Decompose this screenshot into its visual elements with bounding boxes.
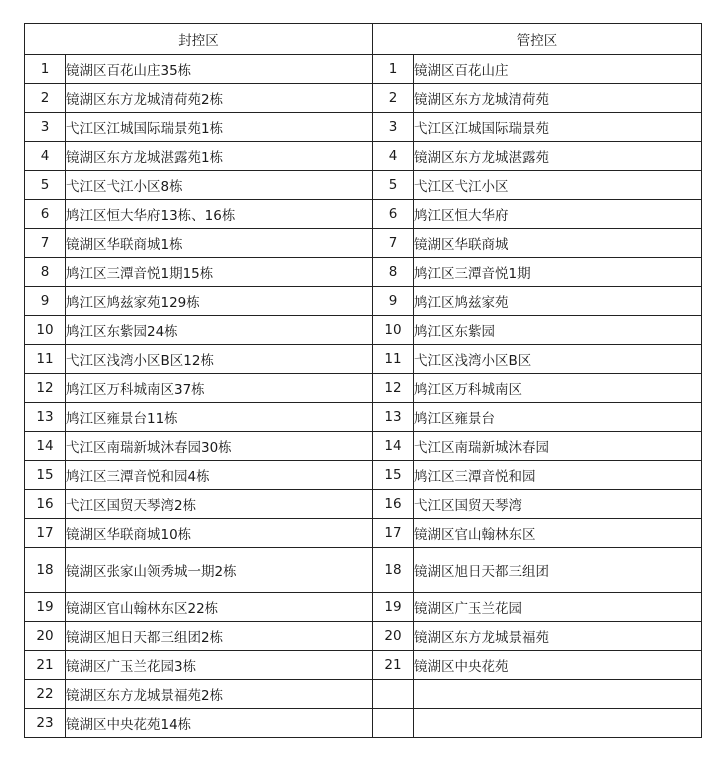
controlled-row-number <box>373 680 414 709</box>
controlled-community-name: 镜湖区东方龙城湛露苑 <box>414 142 702 171</box>
controlled-row-number: 19 <box>373 593 414 622</box>
sealed-community-name: 弋江区弋江小区8栋 <box>66 171 373 200</box>
zones-table <box>24 23 702 738</box>
sealed-community-name: 鸠江区东紫园24栋 <box>66 316 373 345</box>
controlled-row-number: 11 <box>373 345 414 374</box>
controlled-row-number: 3 <box>373 113 414 142</box>
sealed-community-name: 鸠江区雍景台11栋 <box>66 403 373 432</box>
controlled-row-number: 15 <box>373 461 414 490</box>
sealed-row-number: 11 <box>25 345 66 374</box>
sealed-row-number: 14 <box>25 432 66 461</box>
controlled-community-name: 镜湖区东方龙城景福苑 <box>414 622 702 651</box>
sealed-community-name: 鸠江区三潭音悦1期15栋 <box>66 258 373 287</box>
controlled-row-number: 8 <box>373 258 414 287</box>
controlled-community-name: 鸠江区恒大华府 <box>414 200 702 229</box>
controlled-row-number: 7 <box>373 229 414 258</box>
sealed-community-name: 鸠江区恒大华府13栋、16栋 <box>66 200 373 229</box>
sealed-row-number: 16 <box>25 490 66 519</box>
sealed-row-number: 22 <box>25 680 66 709</box>
sealed-community-name: 镜湖区东方龙城湛露苑1栋 <box>66 142 373 171</box>
table-row <box>25 345 702 374</box>
sealed-community-name: 弋江区国贸天琴湾2栋 <box>66 490 373 519</box>
controlled-community-name: 镜湖区华联商城 <box>414 229 702 258</box>
controlled-community-name: 弋江区国贸天琴湾 <box>414 490 702 519</box>
table-row <box>25 519 702 548</box>
sealed-community-name: 弋江区浅湾小区B区12栋 <box>66 345 373 374</box>
controlled-community-name: 鸠江区三潭音悦和园 <box>414 461 702 490</box>
sealed-row-number: 2 <box>25 84 66 113</box>
table-row <box>25 403 702 432</box>
sealed-row-number: 17 <box>25 519 66 548</box>
table-row <box>25 548 702 593</box>
table-row <box>25 113 702 142</box>
sealed-row-number: 1 <box>25 55 66 84</box>
controlled-community-name: 鸠江区东紫园 <box>414 316 702 345</box>
table-row <box>25 287 702 316</box>
controlled-community-name: 鸠江区雍景台 <box>414 403 702 432</box>
controlled-community-name: 鸠江区鸠兹家苑 <box>414 287 702 316</box>
table-row <box>25 142 702 171</box>
sealed-row-number: 21 <box>25 651 66 680</box>
controlled-community-name: 镜湖区广玉兰花园 <box>414 593 702 622</box>
sealed-community-name: 镜湖区东方龙城清荷苑2栋 <box>66 84 373 113</box>
controlled-community-name: 镜湖区百花山庄 <box>414 55 702 84</box>
table-row <box>25 229 702 258</box>
controlled-community-name: 镜湖区旭日天都三组团 <box>414 548 702 593</box>
controlled-row-number: 21 <box>373 651 414 680</box>
controlled-row-number: 6 <box>373 200 414 229</box>
controlled-row-number <box>373 709 414 738</box>
sealed-community-name: 弋江区江城国际瑞景苑1栋 <box>66 113 373 142</box>
controlled-zone-header: 管控区 <box>373 24 702 55</box>
table-row <box>25 680 702 709</box>
sealed-community-name: 鸠江区三潭音悦和园4栋 <box>66 461 373 490</box>
controlled-row-number: 9 <box>373 287 414 316</box>
sealed-row-number: 10 <box>25 316 66 345</box>
controlled-community-name: 弋江区弋江小区 <box>414 171 702 200</box>
table-row <box>25 55 702 84</box>
controlled-row-number: 13 <box>373 403 414 432</box>
sealed-community-name: 镜湖区百花山庄35栋 <box>66 55 373 84</box>
sealed-community-name: 镜湖区官山翰林东区22栋 <box>66 593 373 622</box>
controlled-community-name: 镜湖区中央花苑 <box>414 651 702 680</box>
table-row <box>25 171 702 200</box>
sealed-community-name: 弋江区南瑞新城沐春园30栋 <box>66 432 373 461</box>
sealed-row-number: 7 <box>25 229 66 258</box>
sealed-zone-header: 封控区 <box>25 24 373 55</box>
table-row <box>25 622 702 651</box>
controlled-row-number: 12 <box>373 374 414 403</box>
sealed-row-number: 15 <box>25 461 66 490</box>
controlled-row-number: 20 <box>373 622 414 651</box>
controlled-community-name <box>414 680 702 709</box>
controlled-community-name: 镜湖区官山翰林东区 <box>414 519 702 548</box>
sealed-row-number: 20 <box>25 622 66 651</box>
sealed-row-number: 5 <box>25 171 66 200</box>
table-row <box>25 258 702 287</box>
sealed-community-name: 镜湖区东方龙城景福苑2栋 <box>66 680 373 709</box>
controlled-community-name: 镜湖区东方龙城清荷苑 <box>414 84 702 113</box>
controlled-row-number: 1 <box>373 55 414 84</box>
zones-table-body <box>25 55 702 738</box>
table-row <box>25 593 702 622</box>
controlled-row-number: 17 <box>373 519 414 548</box>
sealed-row-number: 8 <box>25 258 66 287</box>
controlled-community-name: 弋江区浅湾小区B区 <box>414 345 702 374</box>
sealed-row-number: 18 <box>25 548 66 593</box>
table-row <box>25 432 702 461</box>
sealed-community-name: 镜湖区中央花苑14栋 <box>66 709 373 738</box>
sealed-row-number: 4 <box>25 142 66 171</box>
controlled-row-number: 16 <box>373 490 414 519</box>
sealed-row-number: 12 <box>25 374 66 403</box>
sealed-community-name: 镜湖区旭日天都三组团2栋 <box>66 622 373 651</box>
controlled-community-name: 弋江区南瑞新城沐春园 <box>414 432 702 461</box>
table-row <box>25 316 702 345</box>
sealed-community-name: 鸠江区万科城南区37栋 <box>66 374 373 403</box>
controlled-row-number: 5 <box>373 171 414 200</box>
sealed-row-number: 23 <box>25 709 66 738</box>
sealed-community-name: 镜湖区华联商城10栋 <box>66 519 373 548</box>
table-row <box>25 709 702 738</box>
sealed-row-number: 19 <box>25 593 66 622</box>
header-row <box>25 24 702 55</box>
sealed-row-number: 13 <box>25 403 66 432</box>
controlled-row-number: 10 <box>373 316 414 345</box>
controlled-community-name: 弋江区江城国际瑞景苑 <box>414 113 702 142</box>
controlled-row-number: 4 <box>373 142 414 171</box>
sealed-row-number: 6 <box>25 200 66 229</box>
sealed-community-name: 镜湖区张家山领秀城一期2栋 <box>66 548 373 593</box>
table-row <box>25 490 702 519</box>
table-row <box>25 651 702 680</box>
controlled-row-number: 18 <box>373 548 414 593</box>
controlled-row-number: 14 <box>373 432 414 461</box>
controlled-community-name: 鸠江区万科城南区 <box>414 374 702 403</box>
sealed-community-name: 鸠江区鸠兹家苑129栋 <box>66 287 373 316</box>
sealed-community-name: 镜湖区广玉兰花园3栋 <box>66 651 373 680</box>
table-row <box>25 374 702 403</box>
controlled-community-name <box>414 709 702 738</box>
controlled-community-name: 鸠江区三潭音悦1期 <box>414 258 702 287</box>
table-row <box>25 84 702 113</box>
sealed-community-name: 镜湖区华联商城1栋 <box>66 229 373 258</box>
table-row <box>25 200 702 229</box>
sealed-row-number: 3 <box>25 113 66 142</box>
controlled-row-number: 2 <box>373 84 414 113</box>
table-row <box>25 461 702 490</box>
sealed-row-number: 9 <box>25 287 66 316</box>
